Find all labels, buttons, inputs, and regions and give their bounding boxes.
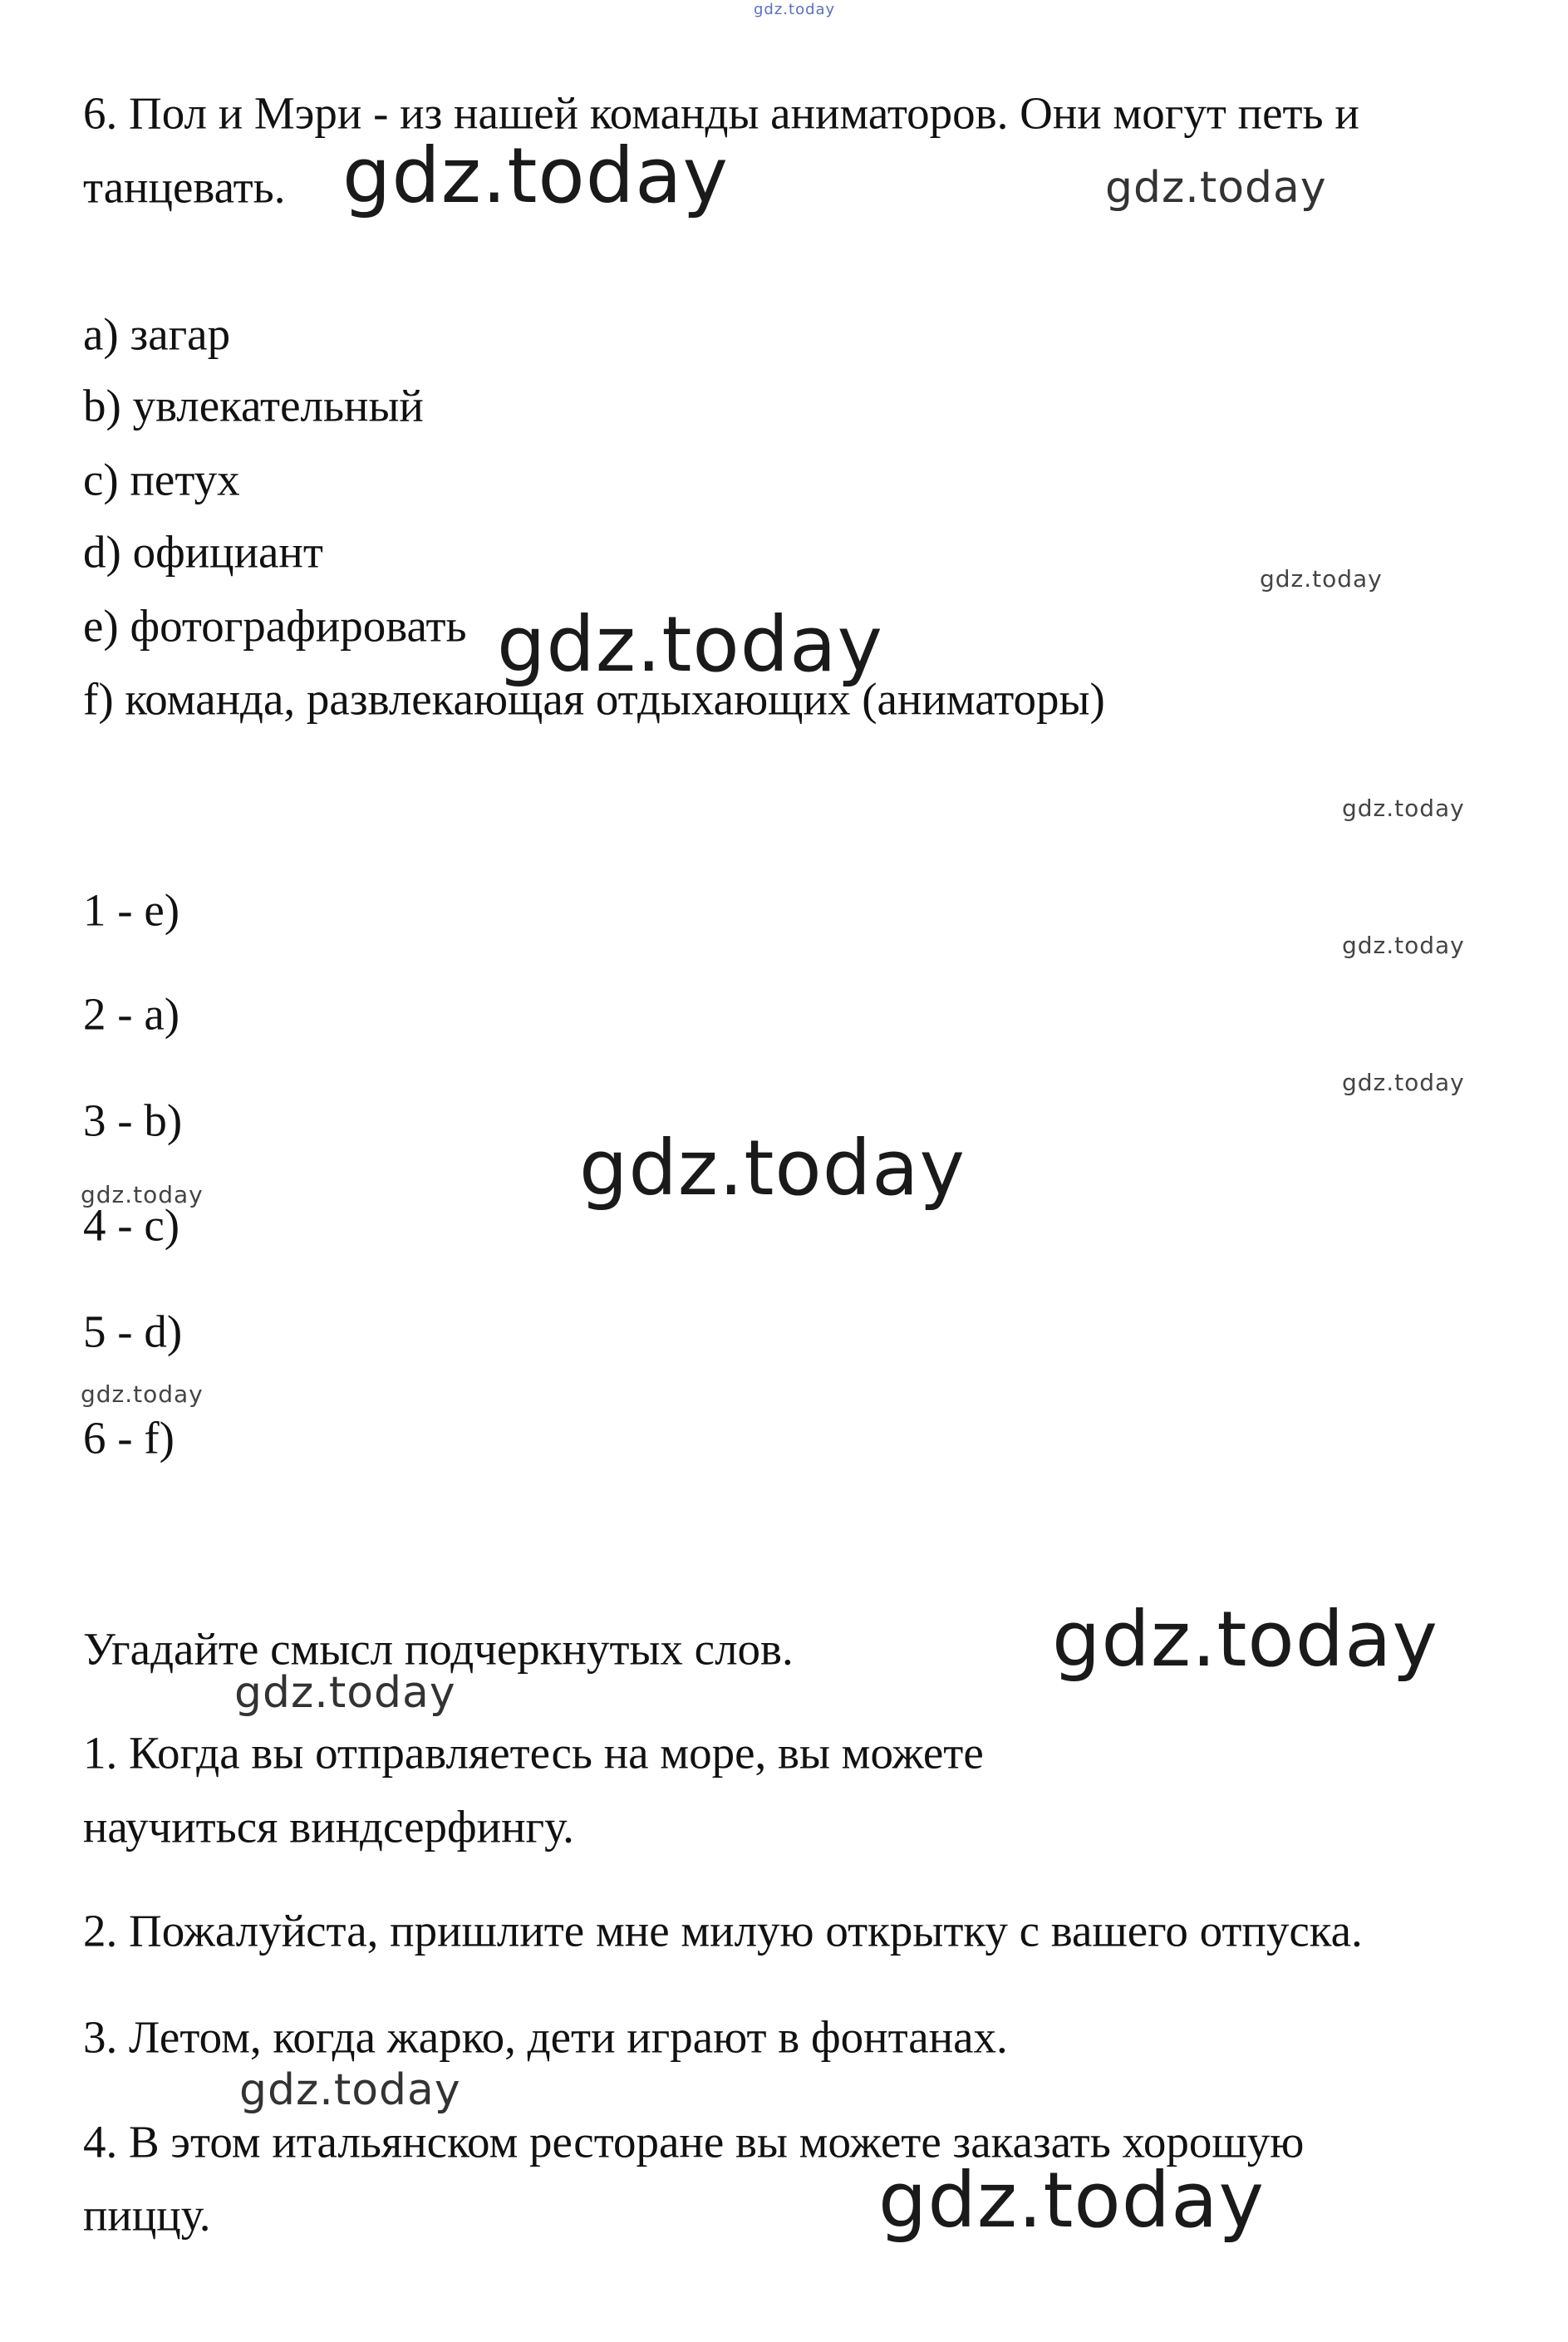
answer-item: 2 - a) [83, 988, 180, 1040]
answer-item: 3 - b) [83, 1095, 183, 1146]
watermark: gdz.today [878, 2156, 1265, 2245]
watermark: gdz.today [234, 1668, 456, 1718]
guess-item1-line2: научиться виндсерфингу. [83, 1801, 574, 1852]
watermark: gdz.today [81, 1181, 204, 1208]
guess-item2: 2. Пожалуйста, пришлите мне милую открытку с вашего отпуска. [83, 1905, 1363, 1956]
guess-item4-line2: пиццу. [83, 2189, 211, 2241]
watermark: gdz.today [497, 600, 883, 689]
definition-item: d) официант [83, 526, 323, 578]
answer-item: 4 - c) [83, 1199, 180, 1251]
watermark: gdz.today [1260, 565, 1383, 593]
guess-heading: Угадайте смысл подчеркнутых слов. [83, 1623, 794, 1675]
definition-item: a) загар [83, 308, 231, 360]
watermark: gdz.today [1342, 1069, 1465, 1096]
watermark: gdz.today [1342, 795, 1465, 822]
guess-item1-line1: 1. Когда вы отправляетесь на море, вы можете [83, 1727, 984, 1779]
answer-item: 1 - e) [83, 884, 180, 936]
definition-item: f) команда, развлекающая отдыхающих (аниматоры) [83, 673, 1105, 725]
watermark: gdz.today [754, 1, 836, 18]
watermark: gdz.today [1052, 1595, 1438, 1684]
task6-statement-line2: танцевать. [83, 161, 286, 213]
guess-item4-line1: 4. В этом итальянском ресторане вы можете заказать хорошую [83, 2116, 1305, 2167]
watermark: gdz.today [342, 131, 729, 220]
watermark: gdz.today [1342, 932, 1465, 959]
task6-statement-line1: 6. Пол и Мэри - из нашей команды аниматоров. Они могут петь и [83, 87, 1359, 139]
definition-item: c) петух [83, 454, 240, 505]
answer-item: 6 - f) [83, 1412, 174, 1464]
watermark: gdz.today [239, 2065, 461, 2115]
guess-item3: 3. Летом, когда жарко, дети играют в фонтанах. [83, 2011, 1008, 2063]
definition-item: e) фотографировать [83, 600, 467, 652]
watermark: gdz.today [579, 1124, 966, 1213]
answer-item: 5 - d) [83, 1306, 183, 1357]
definition-item: b) увлекательный [83, 380, 424, 431]
watermark: gdz.today [1105, 163, 1327, 213]
watermark: gdz.today [81, 1380, 204, 1408]
